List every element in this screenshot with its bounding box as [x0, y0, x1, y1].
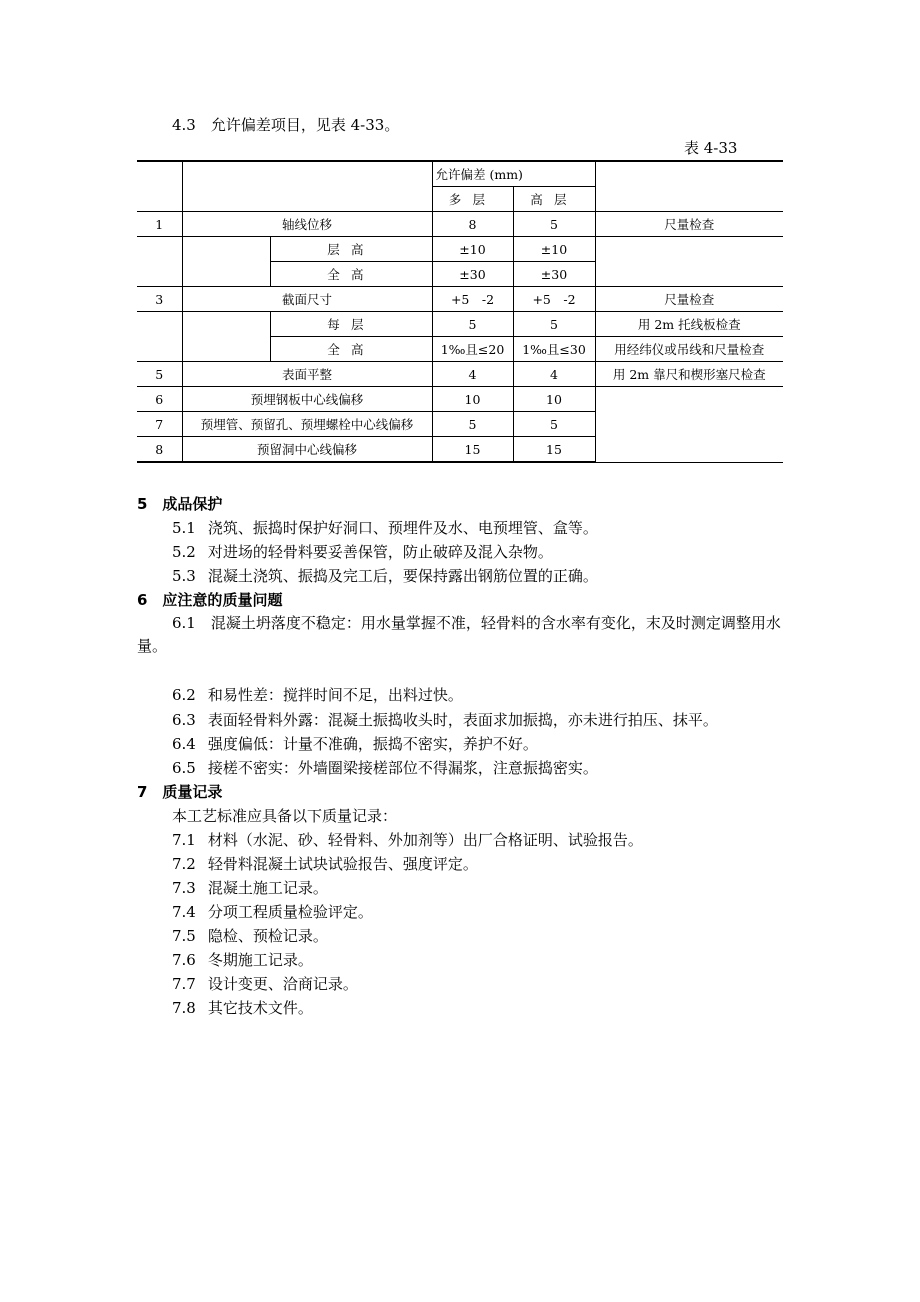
- row-high: 5: [513, 212, 595, 237]
- list-item: 7.1 材料（水泥、砂、轻骨料、外加剂等）出厂合格证明、试验报告。: [172, 831, 643, 849]
- header-no-cell: [137, 161, 182, 212]
- row-multi: 4: [432, 362, 513, 387]
- row-multi: 15: [432, 437, 513, 463]
- list-item: 7.5 隐检、预检记录。: [172, 927, 328, 945]
- row-high: ±10: [513, 237, 595, 262]
- list-item: 7.6 冬期施工记录。: [172, 951, 313, 969]
- row-sub-item: 全高: [270, 262, 432, 287]
- table-caption: 表 4-33: [684, 139, 738, 157]
- table-row: [137, 287, 783, 312]
- row-high: 5: [513, 412, 595, 437]
- row-method: 尺量检查: [595, 212, 783, 237]
- header-multi: 多层: [432, 187, 513, 212]
- row-multi: 8: [432, 212, 513, 237]
- table-row: [137, 312, 783, 337]
- row-multi: 5: [432, 312, 513, 337]
- intro-line: 4.3 允许偏差项目，见表 4-33。: [172, 116, 400, 134]
- list-item: 7.4 分项工程质量检验评定。: [172, 903, 373, 921]
- row-high: +5 -2: [513, 287, 595, 312]
- row-method: 尺量检查: [595, 287, 783, 312]
- row-high: 15: [513, 437, 595, 463]
- row-item: 表面平整: [182, 362, 432, 387]
- row-sub-item: 全高: [270, 337, 432, 362]
- row-high: 4: [513, 362, 595, 387]
- row-multi: 5: [432, 412, 513, 437]
- list-item: 6.2 和易性差：搅拌时间不足，出料过快。: [172, 686, 463, 704]
- list-item: 7.8 其它技术文件。: [172, 999, 313, 1017]
- section-heading: 5 成品保护: [137, 495, 223, 513]
- list-item: 6.4 强度偏低：计量不准确，振捣不密实，养护不好。: [172, 735, 538, 753]
- table-row: [137, 362, 783, 387]
- table-row: [137, 212, 783, 237]
- row-multi: +5 -2: [432, 287, 513, 312]
- row-high: 1‰且≤30: [513, 337, 595, 362]
- row-method: [595, 237, 783, 287]
- row-method: 用经纬仪或吊线和尺量检查: [595, 337, 783, 362]
- row-no: 1: [137, 212, 182, 237]
- table-row: [137, 237, 783, 262]
- table-row: [137, 387, 783, 412]
- header-tolerance-group: 允许偏差 (mm): [432, 161, 595, 187]
- row-high: 5: [513, 312, 595, 337]
- list-item: 6.5 接槎不密实：外墙圈梁接槎部位不得漏浆，注意振捣密实。: [172, 759, 598, 777]
- row-multi: ±30: [432, 262, 513, 287]
- header-high: 高层: [513, 187, 595, 212]
- list-item: 5.2 对进场的轻骨料要妥善保管，防止破碎及混入杂物。: [172, 543, 553, 561]
- row-no: [137, 312, 182, 362]
- row-item: 预埋管、预留孔、预埋螺栓中心线偏移: [182, 412, 432, 437]
- list-item: 5.1 浇筑、振捣时保护好洞口、预埋件及水、电预埋管、盒等。: [172, 519, 598, 537]
- header-method-cell: [595, 161, 783, 212]
- row-sub-item: 层高: [270, 237, 432, 262]
- row-high: ±30: [513, 262, 595, 287]
- row-no: 6: [137, 387, 182, 412]
- paragraph: 本工艺标准应具备以下质量记录：: [172, 807, 398, 825]
- row-method: 用 2m 靠尺和楔形塞尺检查: [595, 362, 783, 387]
- row-no: 7: [137, 412, 182, 437]
- row-no: 8: [137, 437, 182, 463]
- row-method: [595, 387, 783, 463]
- list-item: 7.2 轻骨料混凝土试块试验报告、强度评定。: [172, 855, 478, 873]
- paragraph: 6.1 混凝土坍落度不稳定：用水量掌握不准，轻骨料的含水率有变化，末及时测定调整用水量。: [137, 614, 781, 655]
- row-item: 轴线位移: [182, 212, 432, 237]
- row-no: 3: [137, 287, 182, 312]
- header-item-cell: [182, 161, 432, 212]
- row-item: 预埋钢板中心线偏移: [182, 387, 432, 412]
- row-no: 5: [137, 362, 182, 387]
- table-header-row: [137, 161, 783, 187]
- row-item: 截面尺寸: [182, 287, 432, 312]
- row-sub-item: 每层: [270, 312, 432, 337]
- row-item: 预留洞中心线偏移: [182, 437, 432, 463]
- section-heading: 7 质量记录: [137, 783, 223, 801]
- row-item: [182, 237, 270, 287]
- row-high: 10: [513, 387, 595, 412]
- list-item: 7.7 设计变更、洽商记录。: [172, 975, 358, 993]
- list-item: 6.3 表面轻骨料外露：混凝土振捣收头时，表面求加振捣，亦未进行拍压、抹平。: [172, 711, 718, 729]
- row-method: 用 2m 托线板检查: [595, 312, 783, 337]
- section-heading: 6 应注意的质量问题: [137, 591, 283, 609]
- row-no: [137, 237, 182, 287]
- list-item: 5.3 混凝土浇筑、振捣及完工后，要保持露出钢筋位置的正确。: [172, 567, 598, 585]
- tolerance-table: [137, 160, 783, 463]
- row-multi: 10: [432, 387, 513, 412]
- list-item: 7.3 混凝土施工记录。: [172, 879, 328, 897]
- row-item: [182, 312, 270, 362]
- row-multi: 1‰且≤20: [432, 337, 513, 362]
- row-multi: ±10: [432, 237, 513, 262]
